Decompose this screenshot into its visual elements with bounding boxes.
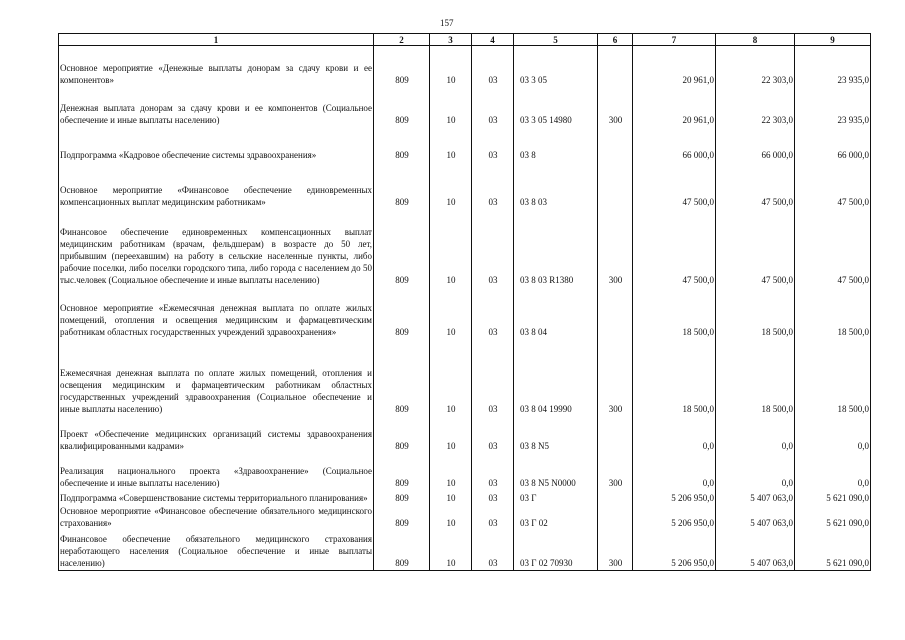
amount-year-2: 22 303,0 — [716, 46, 795, 87]
amount-year-1: 20 961,0 — [633, 87, 716, 127]
amount-year-1: 5 206 950,0 — [633, 505, 716, 530]
column-header: 8 — [716, 34, 795, 46]
amount-year-1: 0,0 — [633, 453, 716, 490]
target-article-code: 03 8 04 19990 — [514, 339, 598, 416]
subsection-code: 03 — [472, 46, 514, 87]
amount-year-3: 18 500,0 — [795, 287, 871, 339]
ministry-code: 809 — [374, 46, 430, 87]
ministry-code: 809 — [374, 490, 430, 505]
target-article-code: 03 Г — [514, 490, 598, 505]
amount-year-3: 23 935,0 — [795, 46, 871, 87]
amount-year-2: 5 407 063,0 — [716, 490, 795, 505]
target-article-code: 03 8 N5 N0000 — [514, 453, 598, 490]
column-header: 9 — [795, 34, 871, 46]
column-header: 1 — [59, 34, 374, 46]
section-code: 10 — [430, 490, 472, 505]
amount-year-1: 5 206 950,0 — [633, 490, 716, 505]
row-description: Основное мероприятие «Денежные выплаты донорам за сдачу крови и ее компонентов» — [59, 46, 374, 87]
target-article-code: 03 Г 02 70930 — [514, 530, 598, 571]
target-article-code: 03 3 05 — [514, 46, 598, 87]
target-article-code: 03 8 03 R1380 — [514, 209, 598, 287]
amount-year-3: 5 621 090,0 — [795, 505, 871, 530]
amount-year-1: 47 500,0 — [633, 162, 716, 209]
row-description: Денежная выплата донорам за сдачу крови и ее компонентов (Социальное обеспечение и иные выплаты населению) — [59, 87, 374, 127]
amount-year-1: 47 500,0 — [633, 209, 716, 287]
table-row — [59, 453, 871, 490]
row-description: Подпрограмма «Совершенствование системы территориального планирования» — [59, 490, 374, 505]
table-row — [59, 530, 871, 571]
section-code: 10 — [430, 287, 472, 339]
subsection-code: 03 — [472, 209, 514, 287]
amount-year-1: 0,0 — [633, 416, 716, 453]
section-code: 10 — [430, 162, 472, 209]
amount-year-3: 18 500,0 — [795, 339, 871, 416]
table-row — [59, 127, 871, 162]
target-article-code: 03 8 03 — [514, 162, 598, 209]
ministry-code: 809 — [374, 209, 430, 287]
row-description: Проект «Обеспечение медицинских организаций системы здравоохранения квалифицированными кадрами» — [59, 416, 374, 453]
subsection-code: 03 — [472, 530, 514, 571]
amount-year-2: 18 500,0 — [716, 339, 795, 416]
amount-year-2: 5 407 063,0 — [716, 505, 795, 530]
expense-type-code: 300 — [598, 339, 633, 416]
expense-type-code: 300 — [598, 530, 633, 571]
column-header: 3 — [430, 34, 472, 46]
ministry-code: 809 — [374, 416, 430, 453]
ministry-code: 809 — [374, 287, 430, 339]
amount-year-2: 0,0 — [716, 416, 795, 453]
amount-year-1: 66 000,0 — [633, 127, 716, 162]
ministry-code: 809 — [374, 453, 430, 490]
amount-year-1: 18 500,0 — [633, 339, 716, 416]
target-article-code: 03 Г 02 — [514, 505, 598, 530]
ministry-code: 809 — [374, 162, 430, 209]
expense-type-code — [598, 127, 633, 162]
table-row — [59, 339, 871, 416]
section-code: 10 — [430, 505, 472, 530]
section-code: 10 — [430, 453, 472, 490]
amount-year-3: 5 621 090,0 — [795, 530, 871, 571]
table-row — [59, 416, 871, 453]
subsection-code: 03 — [472, 339, 514, 416]
budget-table — [58, 33, 871, 571]
expense-type-code — [598, 490, 633, 505]
column-header: 5 — [514, 34, 598, 46]
section-code: 10 — [430, 87, 472, 127]
row-description: Подпрограмма «Кадровое обеспечение системы здравоохранения» — [59, 127, 374, 162]
row-description: Финансовое обеспечение обязательного медицинского страхования неработающего населения (Социальное обеспечение и иные выплаты населению) — [59, 530, 374, 571]
table-row — [59, 505, 871, 530]
expense-type-code — [598, 162, 633, 209]
amount-year-2: 0,0 — [716, 453, 795, 490]
column-header: 7 — [633, 34, 716, 46]
amount-year-3: 66 000,0 — [795, 127, 871, 162]
section-code: 10 — [430, 416, 472, 453]
subsection-code: 03 — [472, 162, 514, 209]
subsection-code: 03 — [472, 490, 514, 505]
amount-year-2: 5 407 063,0 — [716, 530, 795, 571]
amount-year-3: 47 500,0 — [795, 209, 871, 287]
column-header: 2 — [374, 34, 430, 46]
amount-year-3: 23 935,0 — [795, 87, 871, 127]
expense-type-code — [598, 505, 633, 530]
amount-year-1: 18 500,0 — [633, 287, 716, 339]
amount-year-3: 0,0 — [795, 416, 871, 453]
row-description: Ежемесячная денежная выплата по оплате жилых помещений, отопления и освещения медицинским и фармацевтическим работникам областных государственных учреждений здравоохранения (Социальное обеспечение и иные выплаты населению) — [59, 339, 374, 416]
subsection-code: 03 — [472, 127, 514, 162]
table-body — [59, 46, 871, 571]
ministry-code: 809 — [374, 87, 430, 127]
subsection-code: 03 — [472, 416, 514, 453]
section-code: 10 — [430, 209, 472, 287]
table-row — [59, 287, 871, 339]
ministry-code: 809 — [374, 505, 430, 530]
row-description: Основное мероприятие «Финансовое обеспечение единовременных компенсационных выплат медицинским работникам» — [59, 162, 374, 209]
row-description: Основное мероприятие «Ежемесячная денежная выплата по оплате жилых помещений, отопления и освещения медицинским и фармацевтическим работникам областных государственных учреждений здравоохранения» — [59, 287, 374, 339]
column-header: 4 — [472, 34, 514, 46]
table-header-row — [59, 34, 871, 46]
table-row — [59, 87, 871, 127]
target-article-code: 03 8 N5 — [514, 416, 598, 453]
expense-type-code: 300 — [598, 87, 633, 127]
amount-year-1: 20 961,0 — [633, 46, 716, 87]
subsection-code: 03 — [472, 87, 514, 127]
ministry-code: 809 — [374, 339, 430, 416]
amount-year-3: 47 500,0 — [795, 162, 871, 209]
target-article-code: 03 3 05 14980 — [514, 87, 598, 127]
amount-year-2: 66 000,0 — [716, 127, 795, 162]
table-row — [59, 209, 871, 287]
amount-year-2: 18 500,0 — [716, 287, 795, 339]
target-article-code: 03 8 — [514, 127, 598, 162]
section-code: 10 — [430, 127, 472, 162]
row-description: Финансовое обеспечение единовременных компенсационных выплат медицинским работникам (врачам, фельдшерам) в возрасте до 50 лет, прибывшим (переехавшим) на работу в сельские населенные пункты, либо рабочие поселки, либо поселки городского типа, либо города с населением до 50 тыс.человек (Социальное обеспечение и иные выплаты населению) — [59, 209, 374, 287]
amount-year-2: 22 303,0 — [716, 87, 795, 127]
table-row — [59, 490, 871, 505]
ministry-code: 809 — [374, 530, 430, 571]
target-article-code: 03 8 04 — [514, 287, 598, 339]
expense-type-code: 300 — [598, 209, 633, 287]
expense-type-code: 300 — [598, 453, 633, 490]
amount-year-1: 5 206 950,0 — [633, 530, 716, 571]
section-code: 10 — [430, 339, 472, 416]
expense-type-code — [598, 287, 633, 339]
expense-type-code — [598, 416, 633, 453]
section-code: 10 — [430, 530, 472, 571]
ministry-code: 809 — [374, 127, 430, 162]
row-description: Основное мероприятие «Финансовое обеспечение обязательного медицинского страхования» — [60, 505, 372, 528]
section-code: 10 — [430, 46, 472, 87]
row-description: Реализация национального проекта «Здравоохранение» (Социальное обеспечение и иные выплаты населению) — [59, 453, 374, 490]
amount-year-2: 47 500,0 — [716, 209, 795, 287]
column-header: 6 — [598, 34, 633, 46]
table-row — [59, 162, 871, 209]
subsection-code: 03 — [472, 505, 514, 530]
page-number: 157 — [440, 18, 454, 28]
subsection-code: 03 — [472, 453, 514, 490]
amount-year-3: 5 621 090,0 — [795, 490, 871, 505]
expense-type-code — [598, 46, 633, 87]
amount-year-3: 0,0 — [795, 453, 871, 490]
subsection-code: 03 — [472, 287, 514, 339]
table-row — [59, 46, 871, 87]
amount-year-2: 47 500,0 — [716, 162, 795, 209]
